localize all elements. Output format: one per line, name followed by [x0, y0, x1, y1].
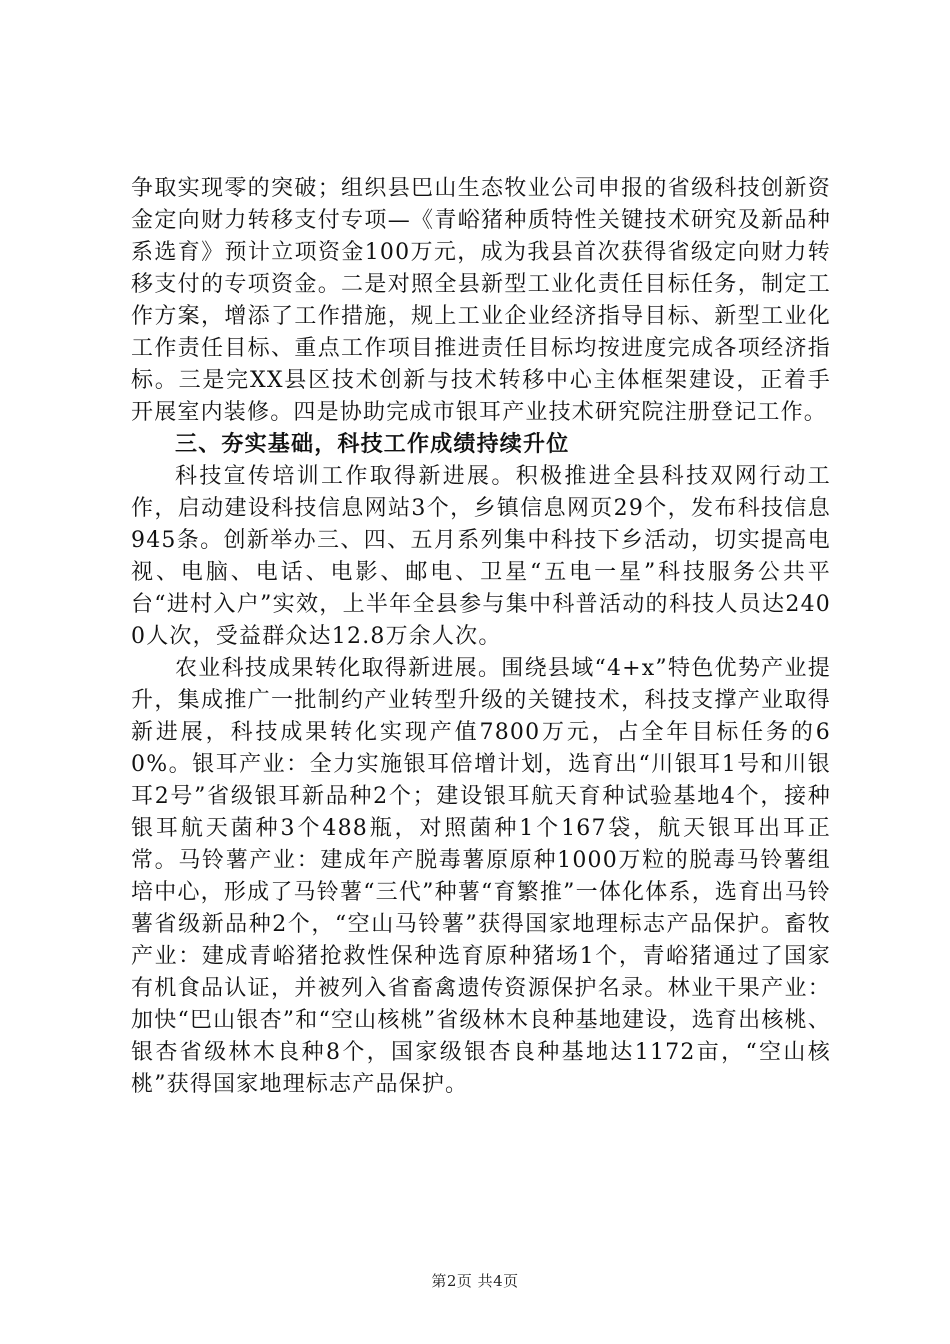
page-footer: 第2页 共4页: [431, 1272, 519, 1290]
paragraph-publicity-training: 科技宣传培训工作取得新进展。积极推进全县科技双网行动工作，启动建设科技信息网站3个，乡镇信息网页29个，发布科技信息945条。创新举办三、四、五月系列集中科技下乡活动，切实提高电视、电脑、电话、电影、邮电、卫星“五电一星”科技服务公共平台“进村入户”实效，上半年全县参与集中科普活动的科技人员达2400人次，受益群众达12.8万余人次。: [131, 464, 831, 649]
paragraph-continued: 争取实现零的突破；组织县巴山生态牧业公司申报的省级科技创新资金定向财力转移支付专项—《青峪猪种质特性关键技术研究及新品种系选育》预计立项资金100万元，成为我县首次获得省级定向财力转移支付的专项资金。二是对照全县新型工业化责任目标任务，制定工作方案，增添了工作措施，规上工业企业经济指导目标、新型工业化工作责任目标、重点工作项目推进责任目标均按进度完成各项经济指标。三是完XX县区技术创新与技术转移中心主体框架建设，正着手开展室内装修。四是协助完成市银耳产业技术研究院注册登记工作。: [131, 176, 831, 425]
section-heading: 三、夯实基础，科技工作成绩持续升位: [175, 432, 570, 457]
document-body: [131, 173, 831, 1101]
paragraph-agri-tech: 农业科技成果转化取得新进展。围绕县域“4+x”特色优势产业提升，集成推广一批制约产业转型升级的关键技术，科技支撑产业取得新进展，科技成果转化实现产值7800万元，占全年目标任务的60%。银耳产业：全力实施银耳倍增计划，选育出“川银耳1号和川银耳2号”省级银耳新品种2个；建设银耳航天育种试验基地4个，接种银耳航天菌种3个488瓶，对照菌种1个167袋，航天银耳出耳正常。马铃薯产业：建成年产脱毒薯原原种1000万粒的脱毒马铃薯组培中心，形成了马铃薯“三代”种薯“育繁推”一体化体系，选育出马铃薯省级新品种2个，“空山马铃薯”获得国家地理标志产品保护。畜牧产业：建成青峪猪抢救性保种选育原种猪场1个，青峪猪通过了国家有机食品认证，并被列入省畜禽遗传资源保护名录。林业干果产业：加快“巴山银杏”和“空山核桃”省级林木良种基地建设，选育出核桃、银杏省级林木良种8个，国家级银杏良种基地达1172亩，“空山核桃”获得国家地理标志产品保护。: [131, 656, 831, 1097]
